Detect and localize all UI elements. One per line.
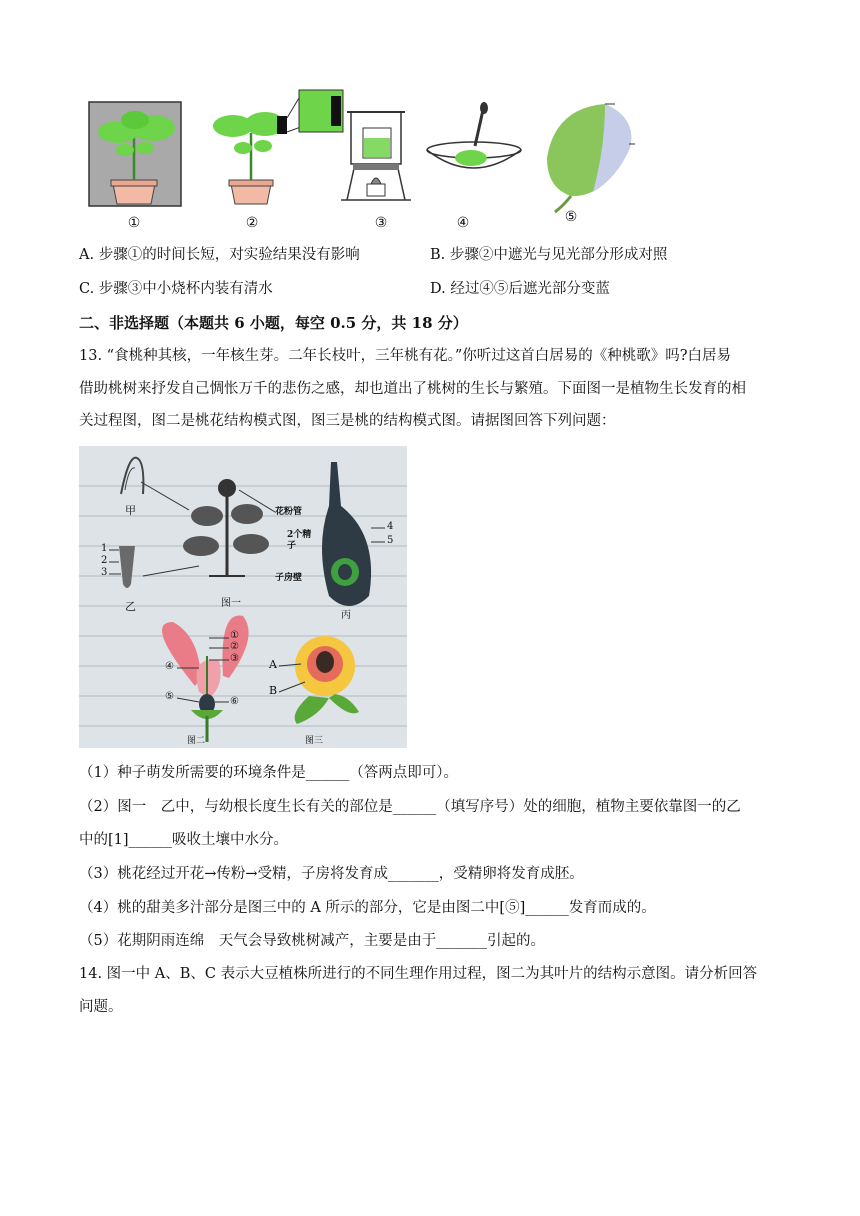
q13-sub-4: （4）桃的甜美多汁部分是图三中的 A 所示的部分，它是由图二中[⑤]______发育而成的。 [79, 900, 656, 916]
q13-figure [79, 446, 407, 748]
fig3-peach-fruit [279, 636, 359, 724]
label-num-4: 4 [387, 521, 394, 532]
section-heading: 二、非选择题（本题共 6 小题，每空 0.5 分，共 18 分） [79, 314, 468, 332]
fig1-sprout-jia [121, 458, 143, 494]
q13-sub-2-cont: 中的[1]______吸收土壤中水分。 [79, 832, 289, 848]
q13-sub-3: （3）桃花经过开花→传粉→受精，子房将发育成_______，受精卵将发育成胚。 [79, 866, 584, 882]
label-num-5: 5 [387, 535, 394, 546]
fig1-pistil-bing [322, 462, 385, 606]
step1-plant-in-dark [89, 102, 181, 206]
label-yi: 乙 [125, 600, 136, 613]
q13-sub-2: （2）图一 乙中，与幼根长度生长有关的部位是______（填写序号）处的细胞，植物主要依靠图一的乙 [79, 799, 741, 815]
option-a: A. 步骤①的时间长短，对实验结果没有影响 [79, 247, 360, 263]
option-c: C. 步骤③中小烧杯内装有清水 [79, 281, 273, 297]
label-A: A [269, 658, 277, 671]
label-c5: ⑤ [165, 691, 174, 702]
label-num-2: 2 [101, 555, 108, 566]
q14-stem-line-1: 14. 图一中 A、B、C 表示大豆植株所进行的不同生理作用过程，图二为其叶片的结构示意图。请分析回答 [79, 966, 758, 982]
label-fig1: 图一 [221, 598, 241, 609]
label-num-3: 3 [101, 567, 108, 578]
label-bing: 丙 [341, 610, 351, 621]
label-sperm: 2个精子 [287, 530, 312, 551]
option-b: B. 步骤②中遮光与见光部分形成对照 [430, 247, 668, 263]
experiment-steps-figure [85, 88, 645, 238]
q13-sub-1: （1）种子萌发所需要的环境条件是______（答两点即可）。 [79, 765, 458, 781]
label-c6: ⑥ [230, 696, 239, 707]
label-c4: ④ [165, 661, 174, 672]
step-label-3: ③ [374, 215, 388, 231]
q13-stem-line-1: 13. “食桃种其核，一年核生芽。二年长枝叶，三年桃有花。”你听过这首白居易的《种桃歌》吗?白居易 [79, 348, 732, 364]
label-fig3: 图三 [305, 736, 324, 746]
step4-dish-with-dropper [427, 102, 521, 168]
step-label-2: ② [245, 215, 259, 231]
step-label-1: ① [127, 215, 141, 231]
step2-plant-partial-cover [213, 90, 343, 204]
q13-sub-5: （5）花期阴雨连绵 天气会导致桃树减产，主要是由于_______引起的。 [79, 933, 545, 949]
label-fig2: 图二 [187, 736, 206, 746]
fig1-peach-plant [141, 479, 275, 576]
option-d: D. 经过④⑤后遮光部分变蓝 [430, 281, 610, 297]
step-label-5: ⑤ [564, 209, 578, 225]
label-c2: ② [230, 641, 239, 652]
label-num-1: 1 [101, 543, 108, 554]
q13-stem-line-2: 借助桃树来抒发自己惆怅万千的悲伤之感，却也道出了桃树的生长与繁殖。下面图一是植物生长发育的相 [79, 381, 746, 397]
fig1-root-tip-yi [109, 546, 135, 588]
q13-stem-line-3: 关过程图，图二是桃花结构模式图，图三是桃的结构模式图。请据图回答下列问题： [79, 413, 616, 429]
label-c3: ③ [230, 653, 239, 664]
label-pollen-tube: 花粉管 [275, 507, 303, 517]
step-label-4: ④ [456, 215, 470, 231]
q14-stem-line-2: 问题。 [79, 999, 123, 1015]
step5-stained-leaf [547, 104, 635, 212]
label-c1: ① [230, 630, 239, 641]
label-ovary-wall: 子房壁 [275, 573, 303, 583]
label-B: B [269, 684, 278, 697]
step3-water-bath-heating [341, 112, 411, 200]
label-jia: 甲 [125, 504, 136, 517]
